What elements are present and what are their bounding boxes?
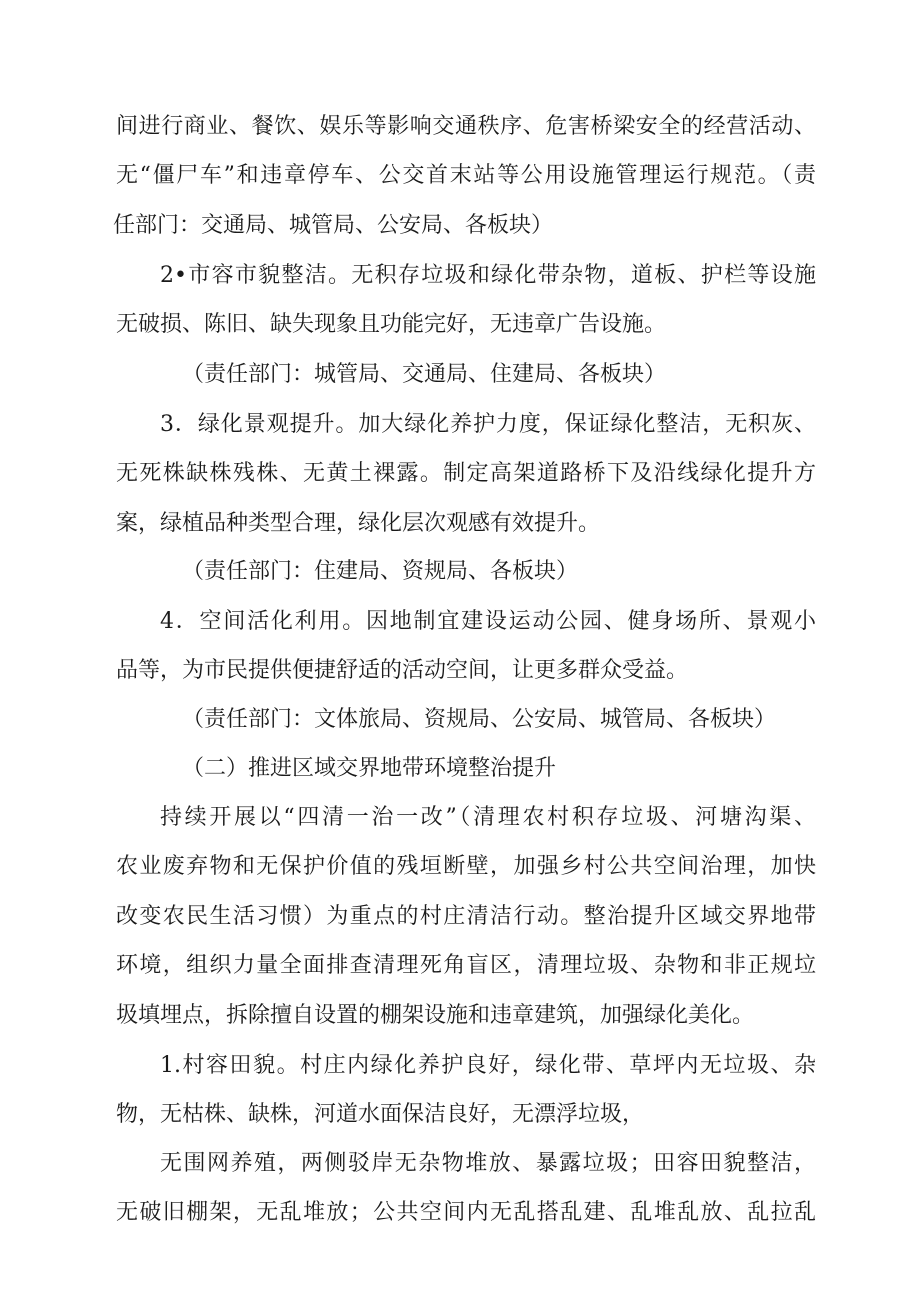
section-heading: （二）推进区域交界地带环境整治提升	[182, 756, 557, 781]
body-text-line: 间进行商业、餐饮、娱乐等影响交通秩序、危害桥梁安全的经营活动、	[116, 114, 816, 139]
body-text-line: 无围网养殖，两侧驳岸无杂物堆放、暴露垃圾；田容田貌整洁，	[160, 1151, 816, 1176]
body-text-line: 持续开展以“四清一治一改”（清理农村积存垃圾、河塘沟渠、	[160, 805, 816, 830]
body-text-line: 圾填埋点，拆除擅自设置的棚架设施和违章建筑，加强绿化美化。	[116, 1003, 755, 1028]
list-item-1-heading-line: 1.村容田貌。村庄内绿化养护良好，绿化带、草坪内无垃圾、杂	[160, 1053, 816, 1078]
body-text-line: 无死株缺株残株、无黄土裸露。制定高架道路桥下及沿线绿化提升方	[116, 461, 816, 486]
body-text-line: 农业废弃物和无保护价值的残垣断壁，加强乡村公共空间治理，加快	[116, 854, 816, 879]
responsibility-line: （责任部门：住建局、资规局、各板块）	[182, 559, 579, 584]
responsibility-line: 任部门：交通局、城管局、公安局、各板块）	[113, 213, 554, 238]
body-text-line: 品等，为市民提供便捷舒适的活动空间，让更多群众受益。	[116, 658, 689, 683]
body-text-line: 环境，组织力量全面排查清理死角盲区，清理垃圾、杂物和非正规垃	[116, 953, 816, 978]
list-item-2-heading-line: 2•市容市貌整洁。无积存垃圾和绿化带杂物，道板、护栏等设施	[160, 263, 816, 288]
body-text-line: 无破损、陈旧、缺失现象且功能完好，无违章广告设施。	[116, 312, 667, 337]
body-text-line: 改变农民生活习惯）为重点的村庄清洁行动。整治提升区域交界地带	[116, 904, 816, 929]
responsibility-line: （责任部门：文体旅局、资规局、公安局、城管局、各板块）	[182, 707, 777, 732]
body-text-line: 无破旧棚架，无乱堆放；公共空间内无乱搭乱建、乱堆乱放、乱拉乱	[116, 1200, 816, 1225]
body-text-line: 无“僵尸车”和违章停车、公交首末站等公用设施管理运行规范。（责	[116, 163, 816, 188]
responsibility-line: （责任部门：城管局、交通局、住建局、各板块）	[182, 362, 667, 387]
list-item-4-heading-line: 4．空间活化利用。因地制宜建设运动公园、健身场所、景观小	[160, 609, 816, 634]
list-item-3-heading-line: 3．绿化景观提升。加大绿化养护力度，保证绿化整洁，无积灰、	[160, 412, 816, 437]
body-text-line: 物，无枯株、缺株，河道水面保洁良好，无漂浮垃圾，	[116, 1102, 645, 1127]
body-text-line: 案，绿植品种类型合理，绿化层次观感有效提升。	[116, 511, 601, 536]
